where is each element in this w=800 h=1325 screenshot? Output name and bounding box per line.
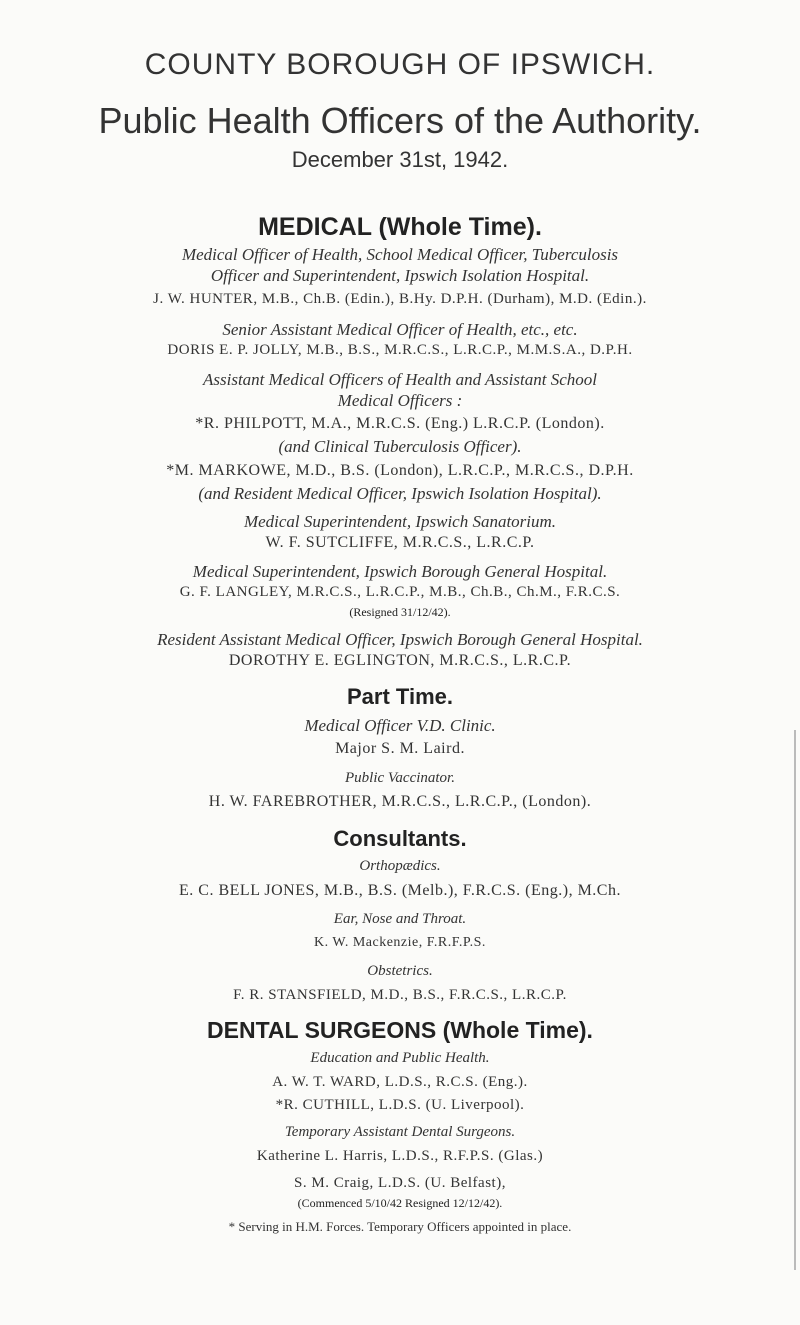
- general-hospital-role: Medical Superintendent, Ipswich Borough General Hospital.: [192, 562, 608, 581]
- report-date: December 31st, 1942.: [291, 147, 509, 172]
- dental-heading: DENTAL SURGEONS (Whole Time).: [207, 1017, 593, 1043]
- vd-name: Major S. M. Laird.: [335, 740, 465, 757]
- sanatorium-name: W. F. SUTCLIFFE, M.R.C.S., L.R.C.P.: [265, 534, 535, 551]
- ent-role: Ear, Nose and Throat.: [333, 911, 467, 927]
- moh-role-line-2: Officer and Superintendent, Ipswich Isolation Hospital.: [210, 266, 590, 285]
- craig-note: (Commenced 5/10/42 Resigned 12/12/42).: [297, 1196, 503, 1210]
- page-edge-line: [794, 730, 796, 1270]
- senior-name: DORIS E. P. JOLLY, M.B., B.S., M.R.C.S., L.R.C.P., M.M.S.A., D.P.H.: [167, 342, 633, 358]
- craig-name: S. M. Craig, L.D.S. (U. Belfast),: [294, 1175, 506, 1191]
- obstetrics-name: F. R. STANSFIELD, M.D., B.S., F.R.C.S., L.R.C.P.: [233, 987, 567, 1003]
- assistant-role-line-2: Medical Officers :: [337, 391, 463, 410]
- temp-dental-role: Temporary Assistant Dental Surgeons.: [284, 1124, 516, 1140]
- harris-name: Katherine L. Harris, L.D.S., R.F.P.S. (Glas.): [256, 1148, 544, 1164]
- ortho-name: E. C. BELL JONES, M.B., B.S. (Melb.), F.R.C.S. (Eng.), M.Ch.: [179, 882, 621, 899]
- moh-role-line-1: Medical Officer of Health, School Medical Officer, Tuberculosis: [181, 245, 619, 264]
- senior-role: Senior Assistant Medical Officer of Health, etc., etc.: [222, 320, 578, 339]
- medical-heading: MEDICAL (Whole Time).: [258, 213, 542, 241]
- obstetrics-role: Obstetrics.: [367, 963, 433, 979]
- borough-heading: COUNTY BOROUGH OF IPSWICH.: [144, 48, 656, 81]
- part-time-heading: Part Time.: [347, 684, 453, 709]
- resident-role: Resident Assistant Medical Officer, Ipswich Borough General Hospital.: [157, 630, 643, 649]
- assistant-role-line-1: Assistant Medical Officers of Health and Assistant School: [203, 370, 597, 389]
- philpott-name: *R. PHILPOTT, M.A., M.R.C.S. (Eng.) L.R.C.P. (London).: [195, 415, 605, 432]
- consultants-heading: Consultants.: [333, 826, 467, 851]
- dental-edu-role: Education and Public Health.: [310, 1050, 490, 1066]
- markowe-name: *M. MARKOWE, M.D., B.S. (London), L.R.C.P., M.R.C.S., D.P.H.: [166, 462, 634, 479]
- ward-name: A. W. T. WARD, L.D.S., R.C.S. (Eng.).: [272, 1074, 528, 1090]
- vaccinator-role: Public Vaccinator.: [345, 770, 455, 786]
- philpott-role: (and Clinical Tuberculosis Officer).: [278, 437, 522, 456]
- moh-name: J. W. HUNTER, M.B., Ch.B. (Edin.), B.Hy. D.P.H. (Durham), M.D. (Edin.).: [153, 291, 647, 307]
- ent-name: K. W. Mackenzie, F.R.F.P.S.: [314, 935, 486, 950]
- sanatorium-role: Medical Superintendent, Ipswich Sanatorium.: [243, 512, 557, 531]
- general-hospital-note: (Resigned 31/12/42).: [349, 605, 451, 619]
- footnote: * Serving in H.M. Forces. Temporary Officers appointed in place.: [228, 1219, 572, 1234]
- vaccinator-name: H. W. FAREBROTHER, M.R.C.S., L.R.C.P., (London).: [208, 793, 592, 810]
- resident-name: DOROTHY E. EGLINGTON, M.R.C.S., L.R.C.P.: [228, 652, 572, 669]
- markowe-role: (and Resident Medical Officer, Ipswich Isolation Hospital).: [198, 484, 602, 503]
- ortho-role: Orthopædics.: [359, 858, 441, 874]
- general-hospital-name: G. F. LANGLEY, M.R.C.S., L.R.C.P., M.B., Ch.B., Ch.M., F.R.C.S.: [179, 584, 621, 600]
- page-title: Public Health Officers of the Authority.: [98, 100, 702, 141]
- vd-role: Medical Officer V.D. Clinic.: [304, 716, 496, 735]
- cuthill-name: *R. CUTHILL, L.D.S. (U. Liverpool).: [275, 1097, 525, 1113]
